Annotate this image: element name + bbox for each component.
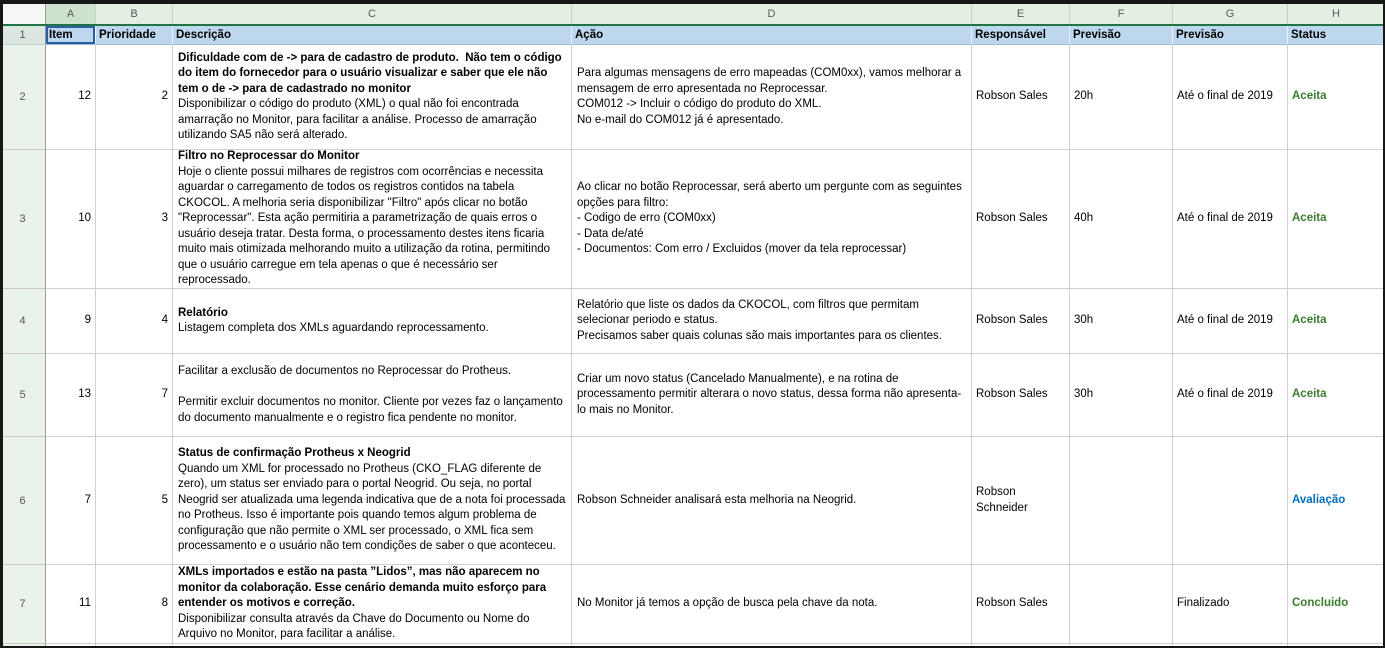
column-header-D[interactable]: D <box>572 4 972 24</box>
cell-E1-responsavel-header[interactable]: Responsável <box>972 26 1070 45</box>
cell-item[interactable]: 13 <box>46 354 96 437</box>
table-row <box>0 437 1385 565</box>
descricao-title: Filtro no Reprocessar do Monitor <box>178 150 360 163</box>
cell-prioridade[interactable]: 2 <box>96 45 173 150</box>
cell-item[interactable]: 7 <box>46 437 96 565</box>
row-header-4[interactable]: 4 <box>0 289 46 354</box>
cell-F1-previsao-header[interactable]: Previsão <box>1070 26 1173 45</box>
cell-previsao-horas[interactable]: 30h <box>1070 354 1173 437</box>
row-header-7[interactable]: 7 <box>0 565 46 644</box>
cell-item[interactable]: 10 <box>46 150 96 289</box>
cell-previsao-horas[interactable] <box>1070 565 1173 644</box>
cell-status[interactable]: Aceita <box>1288 150 1385 289</box>
row-header-6[interactable]: 6 <box>0 437 46 565</box>
column-header-C[interactable]: C <box>173 4 572 24</box>
cell-G1-previsao-header[interactable]: Previsão <box>1173 26 1288 45</box>
cell-D1-acao-header[interactable]: Ação <box>572 26 972 45</box>
cell-descricao[interactable] <box>173 437 572 565</box>
cell-descricao[interactable] <box>173 289 572 354</box>
cell-acao[interactable] <box>572 150 972 289</box>
select-all-corner[interactable] <box>0 4 46 24</box>
cell-responsavel[interactable]: Robson Sales <box>972 565 1070 644</box>
cell-C1-descricao-header[interactable]: Descrição <box>173 26 572 45</box>
column-header-E[interactable]: E <box>972 4 1070 24</box>
cell-responsavel[interactable]: Robson Sales <box>972 45 1070 150</box>
cell-previsao-prazo[interactable]: Até o final de 2019 <box>1173 45 1288 150</box>
column-header-strip <box>0 4 1385 26</box>
cell-status[interactable]: Avaliação <box>1288 437 1385 565</box>
descricao-body: Disponibilizar o código do produto (XML) o qual não foi encontrada amarração no Monitor, para facilitar a análise. Processo de amarração utilizando SA5 não será alterado. <box>178 98 540 141</box>
cell-responsavel[interactable]: Robson Schneider <box>972 437 1070 565</box>
column-header-B[interactable]: B <box>96 4 173 24</box>
cell-B1-prioridade-header[interactable]: Prioridade <box>96 26 173 45</box>
column-header-F[interactable]: F <box>1070 4 1173 24</box>
screen-edge-left <box>0 0 3 648</box>
column-header-A[interactable]: A <box>46 4 96 24</box>
descricao-body: Hoje o cliente possui milhares de registros com ocorrências e necessita aguardar o carregamento de todos os registros contidos na tabela CKOCOL. A melhoria seria disponibilizar "Filtro" após clicar no botão "Reprocessar". Esta ação permitiria a parametrização de quais erros o usuário deseja tratar. Desta forma, o processamento destes itens ficaria muito mais otimizada melhorando muito a utilização da rotina, permitindo que o usuário carregue em tela apenas o que é necessário ser reprocessado. <box>178 165 554 287</box>
acao-text: Relatório que liste os dados da CKOCOL, com filtros que permitam selecionar periodo e status. Precisamos saber quais colunas são mais importantes para os clientes. <box>577 298 942 342</box>
cell-previsao-prazo[interactable]: Até o final de 2019 <box>1173 354 1288 437</box>
cell-H1-status-header[interactable]: Status <box>1288 26 1385 45</box>
cell-previsao-prazo[interactable]: Finalizado <box>1173 565 1288 644</box>
cell-status[interactable]: Concluido <box>1288 565 1385 644</box>
cell-responsavel[interactable]: Robson Sales <box>972 289 1070 354</box>
cell-prioridade[interactable]: 7 <box>96 354 173 437</box>
cell-item[interactable]: 9 <box>46 289 96 354</box>
cell-status[interactable]: Aceita <box>1288 289 1385 354</box>
descricao-body: Listagem completa dos XMLs aguardando reprocessamento. <box>178 322 489 334</box>
acao-text: No Monitor já temos a opção de busca pela chave da nota. <box>577 597 878 610</box>
descricao-title: XMLs importados e estão na pasta ”Lidos”, mas não aparecem no monitor da colaboração. Esse cenário demanda muito esforço para entender os motivos e correção. <box>178 566 550 610</box>
acao-text: Criar um novo status (Cancelado Manualmente), e na rotina de processamento permitir alterara o novo status, dessa forma não apresenta-lo mais no Monitor. <box>577 372 962 416</box>
descricao-body: Quando um XML for processado no Protheus (CKO_FLAG diferente de zero), um status ser enviado para o portal Neogrid. Ou seja, no portal Neogrid ser atualizada uma legenda indicativa que de a nota foi processada no Protheus. Isso é importante pois quando temos algum problema de configuração que não permite o XML ser processado, o XML fica sem processamento e o usuário não tem condições de saber o que aconteceu. <box>178 462 569 553</box>
acao-text: Para algumas mensagens de erro mapeadas (COM0xx), vamos melhorar a mensagem de erro apresentada no Reprocessar. COM012 -> Incluir o código do produto do XML. No e-mail do COM012 já é apresentado. <box>577 67 962 126</box>
cell-status[interactable]: Aceita <box>1288 45 1385 150</box>
row-header-3[interactable]: 3 <box>0 150 46 289</box>
table-row <box>0 289 1385 354</box>
table-header-row <box>0 26 1385 45</box>
acao-text: Robson Schneider analisará esta melhoria na Neogrid. <box>577 493 857 506</box>
cell-prioridade[interactable]: 5 <box>96 437 173 565</box>
table-row <box>0 45 1385 150</box>
cell-descricao[interactable] <box>173 150 572 289</box>
cell-item[interactable]: 11 <box>46 565 96 644</box>
descricao-body: Facilitar a exclusão de documentos no Reprocessar do Protheus. Permitir excluir documentos no monitor. Cliente por vezes faz o lançamento do documento manualmente e o registro fica pendente no monitor. <box>178 365 563 424</box>
cell-prioridade[interactable]: 8 <box>96 565 173 644</box>
descricao-title: Status de confirmação Protheus x Neogrid <box>178 447 411 460</box>
column-header-G[interactable]: G <box>1173 4 1288 24</box>
cell-acao[interactable] <box>572 354 972 437</box>
table-row <box>0 354 1385 437</box>
cell-previsao-horas[interactable]: 40h <box>1070 150 1173 289</box>
cell-descricao[interactable] <box>173 45 572 150</box>
screen-edge-top <box>0 0 1385 4</box>
cell-previsao-prazo[interactable]: Até o final de 2019 <box>1173 150 1288 289</box>
descricao-title: Dificuldade com de -> para de cadastro de produto. Não tem o código do item do fornecedor para o usuário visualizar e saber que ele não tem o de -> para de cadastrado no monitor <box>178 51 565 95</box>
cell-descricao[interactable] <box>173 354 572 437</box>
cell-prioridade[interactable]: 4 <box>96 289 173 354</box>
column-header-H[interactable]: H <box>1288 4 1385 24</box>
descricao-title: Relatório <box>178 306 228 319</box>
cell-responsavel[interactable]: Robson Sales <box>972 354 1070 437</box>
row-header-5[interactable]: 5 <box>0 354 46 437</box>
cell-acao[interactable] <box>572 565 972 644</box>
cell-item[interactable]: 12 <box>46 45 96 150</box>
table-row <box>0 565 1385 644</box>
cell-previsao-horas[interactable]: 20h <box>1070 45 1173 150</box>
cell-acao[interactable] <box>572 289 972 354</box>
row-header-2[interactable]: 2 <box>0 45 46 150</box>
descricao-body: Disponibilizar consulta através da Chave do Documento ou Nome do Arquivo no Monitor, para facilitar a análise. <box>178 612 533 641</box>
cell-descricao[interactable] <box>173 565 572 644</box>
cell-A1-item-header[interactable]: Item <box>46 26 96 45</box>
acao-text: Ao clicar no botão Reprocessar, será aberto um pergunte com as seguintes opções para filtro: - Codigo de erro (COM0xx) - Data de/até - Documentos: Com erro / Excluidos (mover da tela reprocessar) <box>577 181 962 256</box>
cell-status[interactable]: Aceita <box>1288 354 1385 437</box>
cell-previsao-prazo[interactable] <box>1173 437 1288 565</box>
cell-prioridade[interactable]: 3 <box>96 150 173 289</box>
cell-previsao-horas[interactable]: 30h <box>1070 289 1173 354</box>
cell-previsao-horas[interactable] <box>1070 437 1173 565</box>
cell-acao[interactable] <box>572 437 972 565</box>
cell-responsavel[interactable]: Robson Sales <box>972 150 1070 289</box>
row-header-1[interactable]: 1 <box>0 26 46 45</box>
table-row <box>0 150 1385 289</box>
cell-acao[interactable] <box>572 45 972 150</box>
cell-previsao-prazo[interactable]: Até o final de 2019 <box>1173 289 1288 354</box>
